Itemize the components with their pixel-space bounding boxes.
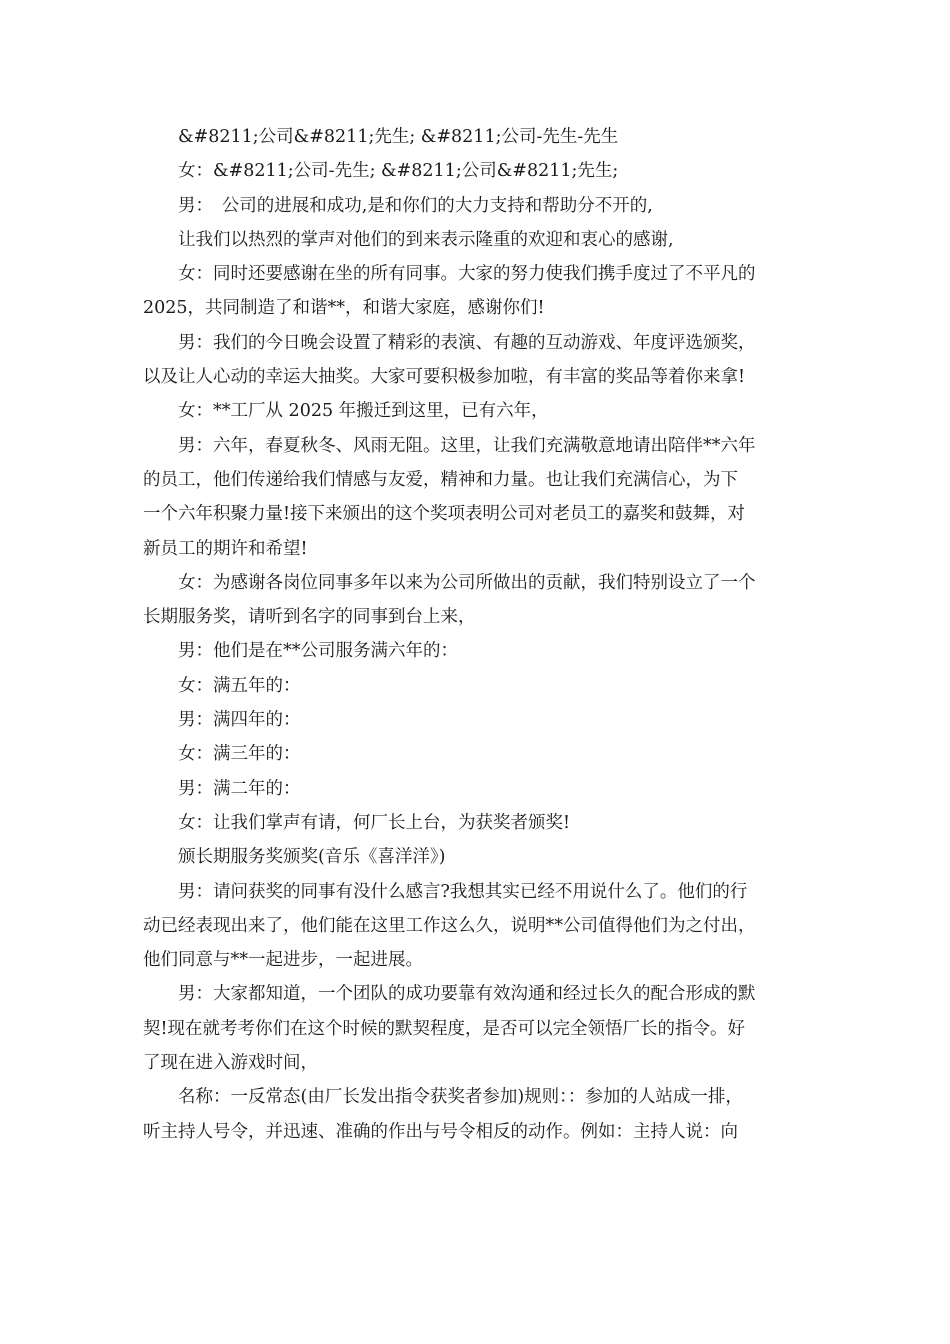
text-line: 男：我们的今日晚会设置了精彩的表演、有趣的互动游戏、年度评选颁奖，: [178, 332, 756, 353]
text-line: 的员工，他们传递给我们情感与友爱，精神和力量。也让我们充满信心，为下: [143, 469, 738, 490]
text-line: 男：他们是在**公司服务满六年的：: [178, 641, 458, 662]
text-line: 女：为感谢各岗位同事多年以来为公司所做出的贡献，我们特别设立了一个: [178, 572, 756, 593]
paragraph: [143, 737, 807, 771]
text-line: 女：让我们掌声有请，何厂长上台，为获奖者颁奖!: [178, 812, 571, 833]
paragraph: [143, 875, 807, 978]
text-line: 女：&#8211;公司-先生; &#8211;公司&#8211;先生;: [178, 161, 619, 182]
paragraph: [143, 257, 807, 326]
paragraph: [143, 120, 807, 154]
text-line: &#8211;公司&#8211;先生; &#8211;公司-先生-先生: [178, 127, 619, 147]
text-line: 2025，共同制造了和谐**，和谐大家庭，感谢你们!: [143, 298, 545, 319]
text-line: 动已经表现出来了，他们能在这里工作这么久，说明**公司值得他们为之付出，: [143, 915, 756, 936]
text-line: 男：请问获奖的同事有没什么感言?我想其实已经不用说什么了。他们的行: [178, 881, 748, 902]
paragraph: [143, 806, 807, 840]
paragraph: [143, 326, 807, 395]
paragraph: [143, 154, 807, 188]
text-line: 女：满三年的：: [178, 744, 301, 765]
text-line: 男：大家都知道，一个团队的成功要靠有效沟通和经过长久的配合形成的默: [178, 984, 756, 1005]
text-line: 颁长期服务奖颁奖(音乐《喜洋洋》): [178, 847, 446, 868]
text-line: 男：满四年的：: [178, 710, 301, 731]
paragraph: [143, 394, 807, 428]
document-body: [143, 120, 807, 1149]
text-line: 女：**工厂从 2025 年搬迁到这里，已有六年，: [178, 401, 549, 422]
paragraph: [143, 1080, 807, 1149]
paragraph: [143, 977, 807, 1080]
paragraph: [143, 566, 807, 635]
text-line: 男：六年，春夏秋冬、风雨无阻。这里，让我们充满敬意地请出陪伴**六年: [178, 435, 756, 456]
text-line: 男：满二年的：: [178, 778, 301, 799]
text-line: 让我们以热烈的掌声对他们的到来表示隆重的欢迎和衷心的感谢,: [178, 229, 674, 250]
paragraph: [143, 429, 807, 566]
text-line: 听主持人号令，并迅速、准确的作出与号令相反的动作。例如：主持人说：向: [143, 1121, 738, 1142]
text-line: 男： 公司的进展和成功,是和你们的大力支持和帮助分不开的,: [178, 195, 653, 216]
paragraph: [143, 840, 807, 874]
paragraph: [143, 772, 807, 806]
text-line: 女：同时还要感谢在坐的所有同事。大家的努力使我们携手度过了不平凡的: [178, 264, 756, 285]
text-line: 他们同意与**一起进步，一起进展。: [143, 950, 423, 971]
text-line: 新员工的期许和希望!: [143, 538, 308, 559]
paragraph: [143, 189, 807, 223]
text-line: 一个六年积聚力量!接下来颁出的这个奖项表明公司对老员工的嘉奖和鼓舞，对: [143, 504, 746, 525]
paragraph: [143, 669, 807, 703]
text-line: 女：满五年的：: [178, 675, 301, 696]
text-line: 了现在进入游戏时间，: [143, 1053, 318, 1074]
paragraph: [143, 223, 807, 257]
text-line: 名称：一反常态(由厂长发出指令获奖者参加)规则：：参加的人站成一排，: [178, 1087, 743, 1108]
text-line: 契!现在就考考你们在这个时候的默契程度，是否可以完全领悟厂长的指令。好: [143, 1018, 746, 1039]
paragraph: [143, 703, 807, 737]
paragraph: [143, 634, 807, 668]
text-line: 长期服务奖，请听到名字的同事到台上来，: [143, 607, 476, 628]
text-line: 以及让人心动的幸运大抽奖。大家可要积极参加啦，有丰富的奖品等着你来拿!: [143, 367, 746, 388]
